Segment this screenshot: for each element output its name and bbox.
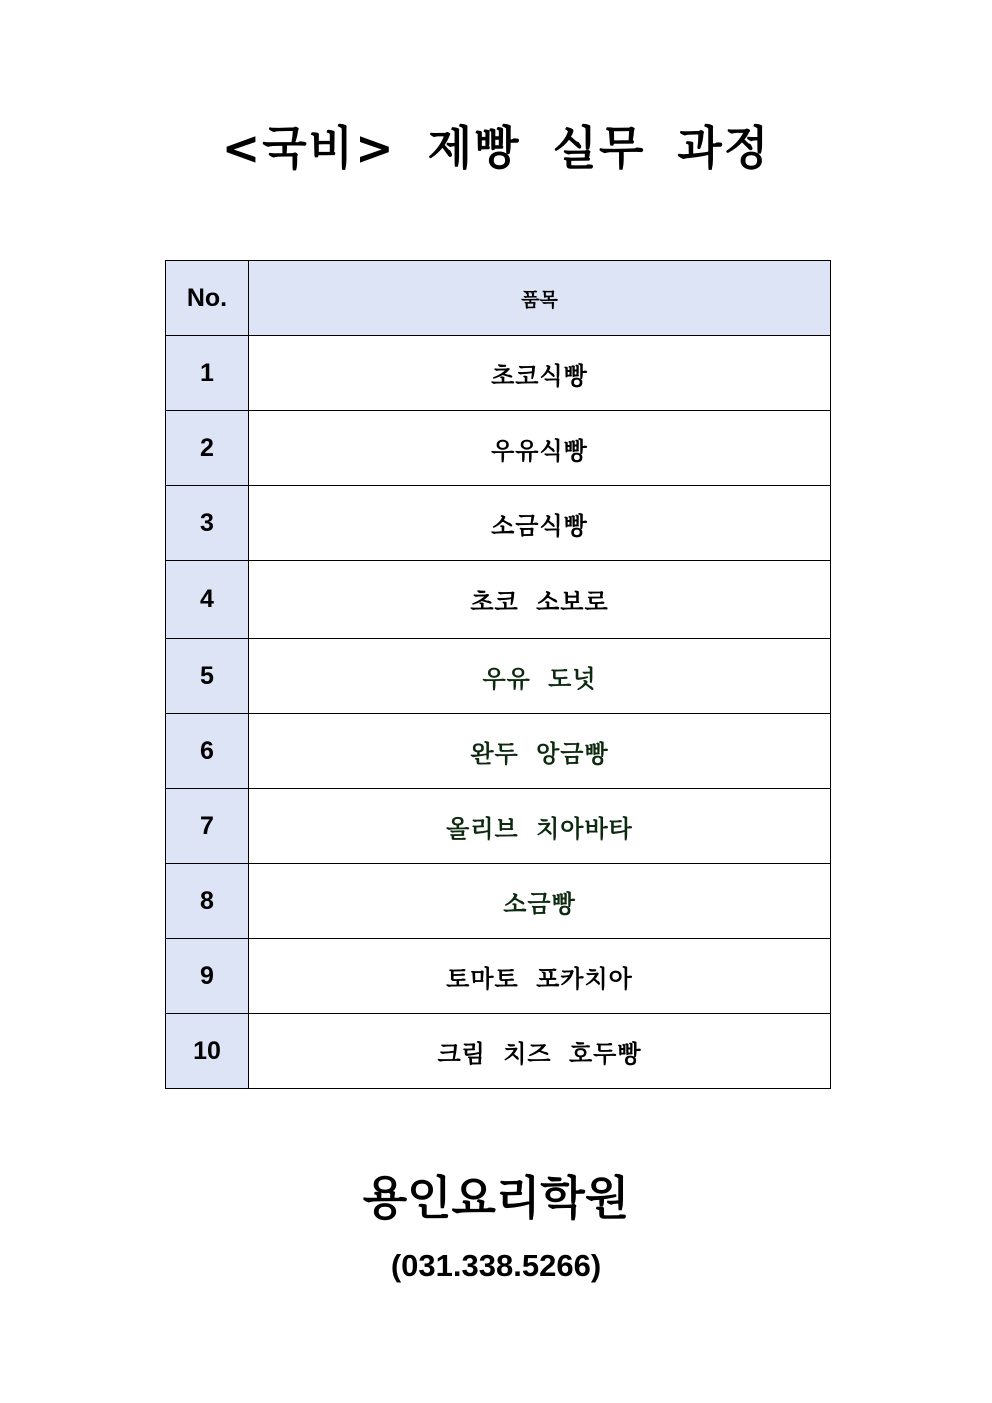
- table-row: [166, 789, 831, 864]
- row-item: 초코 소보로: [249, 561, 831, 639]
- table-row: [166, 561, 831, 639]
- row-item: 소금식빵: [249, 486, 831, 561]
- row-number: 6: [166, 714, 249, 789]
- row-number: 3: [166, 486, 249, 561]
- academy-phone: (031.338.5266): [390, 1248, 602, 1283]
- page-title: <국비> 제빵 실무 과정: [221, 121, 771, 175]
- table-row: [166, 639, 831, 714]
- header-item: 품목: [249, 261, 831, 336]
- table-header-row: [166, 261, 831, 336]
- row-item: 완두 앙금빵: [249, 714, 831, 789]
- row-number: 2: [166, 411, 249, 486]
- academy-name: 용인요리학원: [362, 1171, 630, 1225]
- row-item: 토마토 포카치아: [249, 939, 831, 1014]
- row-item: 크림 치즈 호두빵: [249, 1014, 831, 1089]
- table-row: [166, 864, 831, 939]
- row-item: 우유식빵: [249, 411, 831, 486]
- course-items-table: [165, 260, 831, 1089]
- row-number: 7: [166, 789, 249, 864]
- table-row: [166, 336, 831, 411]
- table-row: [166, 411, 831, 486]
- row-item: 우유 도넛: [249, 639, 831, 714]
- table-row: [166, 939, 831, 1014]
- row-number: 9: [166, 939, 249, 1014]
- row-item: 올리브 치아바타: [249, 789, 831, 864]
- row-number: 5: [166, 639, 249, 714]
- header-no: No.: [166, 261, 249, 336]
- table-row: [166, 1014, 831, 1089]
- table-row: [166, 714, 831, 789]
- row-item: 초코식빵: [249, 336, 831, 411]
- row-item: 소금빵: [249, 864, 831, 939]
- row-number: 4: [166, 561, 249, 639]
- row-number: 10: [166, 1014, 249, 1089]
- row-number: 1: [166, 336, 249, 411]
- row-number: 8: [166, 864, 249, 939]
- table-row: [166, 486, 831, 561]
